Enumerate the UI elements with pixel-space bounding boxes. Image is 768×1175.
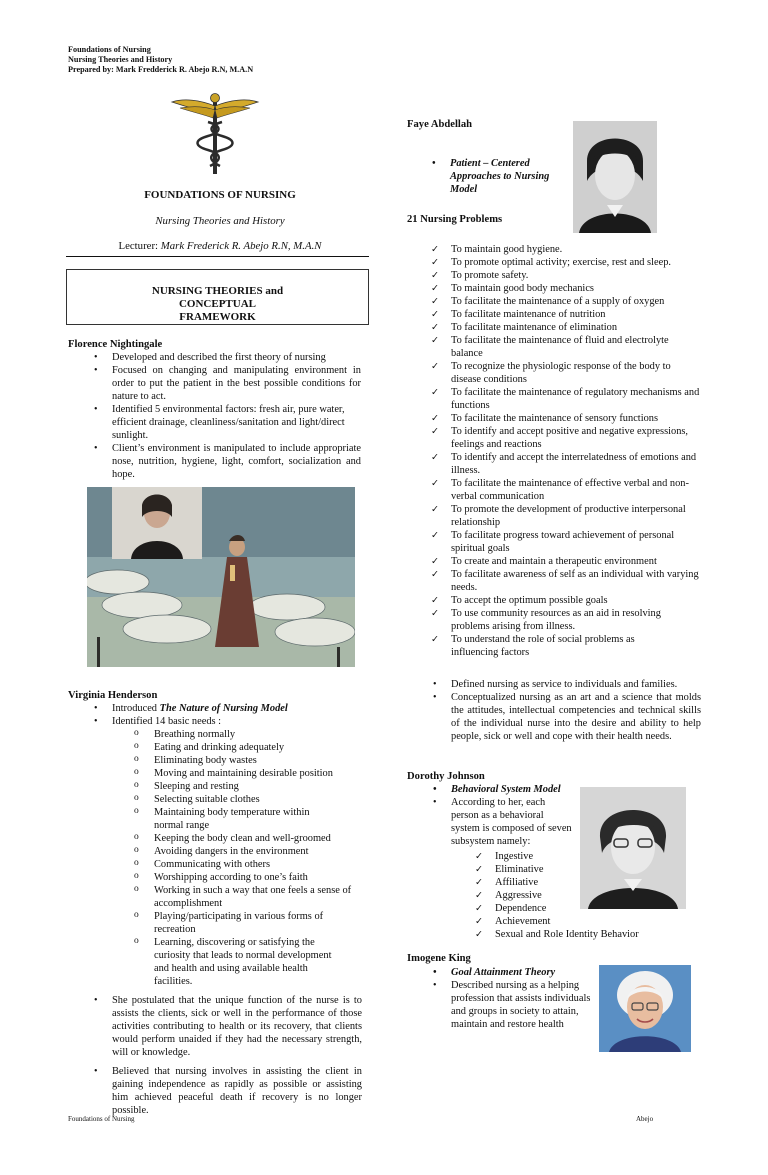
problem-item: ✓ To promote optimal activity; exercise, rest and sleep.: [429, 256, 701, 269]
abdellah-heading: Faye Abdellah: [407, 119, 473, 130]
need-item: o Eliminating body wastes: [132, 754, 362, 767]
footer-right: Abejo: [636, 1115, 654, 1123]
need-item: o Learning, discovering or satisfying the curiosity that leads to normal development and health and using available health facilities.: [132, 936, 362, 988]
list-item: • Described nursing as a helping profession that assists individuals and groups in society to attain, maintain and restore health: [429, 979, 604, 1031]
need-item: o Playing/participating in various forms of recreation: [132, 910, 362, 936]
header-line-3: Prepared by: Mark Fredderick R. Abejo R.N, M.A.N: [68, 65, 254, 74]
problem-item: ✓ To identify and accept the interrelatedness of emotions and illness.: [429, 451, 701, 477]
caduceus-logo-icon: [170, 92, 260, 176]
problem-item: ✓ To facilitate awareness of self as an individual with varying needs.: [429, 568, 701, 594]
abdellah-model-list: [428, 157, 568, 196]
problem-item: ✓ To accept the optimum possible goals: [429, 594, 701, 607]
abdellah-model: • Patient – Centered Approaches to Nursing Model: [428, 157, 568, 196]
johnson-list: [429, 783, 579, 848]
problem-item: ✓ To promote the development of productive interpersonal relationship: [429, 503, 701, 529]
subsystem-item: ✓ Sexual and Role Identity Behavior: [473, 928, 703, 941]
need-item: o Avoiding dangers in the environment: [132, 845, 362, 858]
henderson-list: [90, 702, 362, 1117]
document-header: [68, 45, 253, 75]
header-line-1: Foundations of Nursing: [68, 45, 151, 54]
cover-title: FOUNDATIONS OF NURSING: [144, 189, 296, 201]
list-item: • Conceptualized nursing as an art and a science that molds the attitudes, intellectual competencies and technical skills of the individual nurse into the desire and ability to help people, sick or well and cope with their health needs.: [429, 691, 701, 743]
problem-item: ✓ To identify and accept positive and negative expressions, feelings and reactions: [429, 425, 701, 451]
problem-item: ✓ To facilitate the maintenance of sensory functions: [429, 412, 701, 425]
henderson-model: The Nature of Nursing Model: [159, 703, 288, 714]
king-list: [429, 966, 604, 1031]
nightingale-illustration: [87, 487, 355, 667]
johnson-heading: Dorothy Johnson: [407, 771, 485, 782]
divider-line: [66, 256, 369, 257]
subsystem-item: ✓ Affiliative: [473, 876, 703, 889]
section-title-box: [66, 269, 369, 325]
list-item: • Defined nursing as service to individuals and families.: [429, 678, 701, 691]
abdellah-bullets: [429, 678, 701, 743]
need-item: o Sleeping and resting: [132, 780, 362, 793]
need-item: o Maintaining body temperature within normal range: [132, 806, 362, 832]
abdellah-portrait: [573, 121, 657, 233]
intro-prefix: Introduced: [112, 703, 160, 714]
list-item: • Developed and described the first theory of nursing: [90, 351, 361, 364]
need-item: o Worshipping according to one’s faith: [132, 871, 362, 884]
problem-item: ✓ To facilitate the maintenance of regulatory mechanisms and functions: [429, 386, 701, 412]
subsystem-item: ✓ Eliminative: [473, 863, 703, 876]
subsystem-item: ✓ Ingestive: [473, 850, 703, 863]
list-item: • She postulated that the unique function of the nurse is to assists the clients, sick or well in the performance of those activities contributing to health or its recovery, that clients would perform unaided if they had the necessary strength, will or knowledge.: [90, 994, 362, 1059]
johnson-model: • Behavioral System Model: [429, 783, 579, 796]
need-item: o Communicating with others: [132, 858, 362, 871]
list-item: [90, 702, 362, 715]
problem-item: ✓ To facilitate the maintenance of a supply of oxygen: [429, 295, 701, 308]
list-item: • Focused on changing and manipulating environment in order to put the patient in the best possible conditions for nature to act.: [90, 364, 361, 403]
problem-item: ✓ To use community resources as an aid in resolving problems arising from illness.: [429, 607, 701, 633]
list-item: • Believed that nursing involves in assisting the client in gaining independence as rapidly as possible or assisting him achieved peaceful death if recovery is no longer possible.: [90, 1065, 362, 1117]
nightingale-list: [90, 351, 361, 481]
need-item: o Eating and drinking adequately: [132, 741, 362, 754]
problem-item: ✓ To facilitate the maintenance of fluid and electrolyte balance: [429, 334, 701, 360]
need-item: o Keeping the body clean and well-groomed: [132, 832, 362, 845]
problem-item: ✓ To recognize the physiologic response of the body to disease conditions: [429, 360, 701, 386]
king-heading: Imogene King: [407, 953, 471, 964]
list-item: • According to her, each person as a behavioral system is composed of seven subsystem namely:: [429, 796, 579, 848]
header-line-2: Nursing Theories and History: [68, 55, 173, 64]
king-portrait: [599, 965, 691, 1052]
needs-intro: Identified 14 basic needs :: [112, 716, 222, 727]
list-item: • Client’s environment is manipulated to include appropriate nose, nutrition, hygiene, light, comfort, socialization and hope.: [90, 442, 361, 481]
list-item: [90, 715, 362, 988]
need-item: o Breathing normally: [132, 728, 362, 741]
footer-left: Foundations of Nursing: [68, 1115, 135, 1123]
subsystem-item: ✓ Dependence: [473, 902, 703, 915]
box-line-1: NURSING THEORIES and CONCEPTUAL: [151, 285, 284, 310]
problem-item: ✓ To maintain good body mechanics: [429, 282, 701, 295]
subsystem-item: ✓ Achievement: [473, 915, 703, 928]
list-item: • Identified 5 environmental factors: fresh air, pure water, efficient drainage, cleanliness/sanitation and light/direct sunlight.: [90, 403, 361, 442]
henderson-heading: Virginia Henderson: [68, 690, 158, 701]
problem-item: ✓ To maintain good hygiene.: [429, 243, 701, 256]
nursing-problems-list: [429, 243, 701, 659]
cover-lecturer: [70, 240, 370, 253]
need-item: o Selecting suitable clothes: [132, 793, 362, 806]
nightingale-heading: Florence Nightingale: [68, 339, 163, 350]
problems-heading: 21 Nursing Problems: [407, 214, 503, 225]
problem-item: ✓ To understand the role of social problems as influencing factors: [429, 633, 701, 659]
lecturer-label: Lecturer:: [118, 240, 161, 252]
cover-subtitle: Nursing Theories and History: [155, 215, 285, 227]
problem-item: ✓ To promote safety.: [429, 269, 701, 282]
johnson-portrait: [580, 787, 686, 909]
subsystem-item: ✓ Aggressive: [473, 889, 703, 902]
problem-item: ✓ To facilitate maintenance of elimination: [429, 321, 701, 334]
problem-item: ✓ To facilitate progress toward achievement of personal spiritual goals: [429, 529, 701, 555]
needs-list: [132, 728, 362, 988]
problem-item: ✓ To create and maintain a therapeutic environment: [429, 555, 701, 568]
problem-item: ✓ To facilitate the maintenance of effective verbal and non-verbal communication: [429, 477, 701, 503]
problem-item: ✓ To facilitate maintenance of nutrition: [429, 308, 701, 321]
need-item: o Moving and maintaining desirable position: [132, 767, 362, 780]
need-item: o Working in such a way that one feels a sense of accomplishment: [132, 884, 362, 910]
king-model: • Goal Attainment Theory: [429, 966, 604, 979]
box-line-2: FRAMEWORK: [179, 311, 256, 323]
lecturer-name: Mark Frederick R. Abejo R.N, M.A.N: [160, 240, 322, 252]
